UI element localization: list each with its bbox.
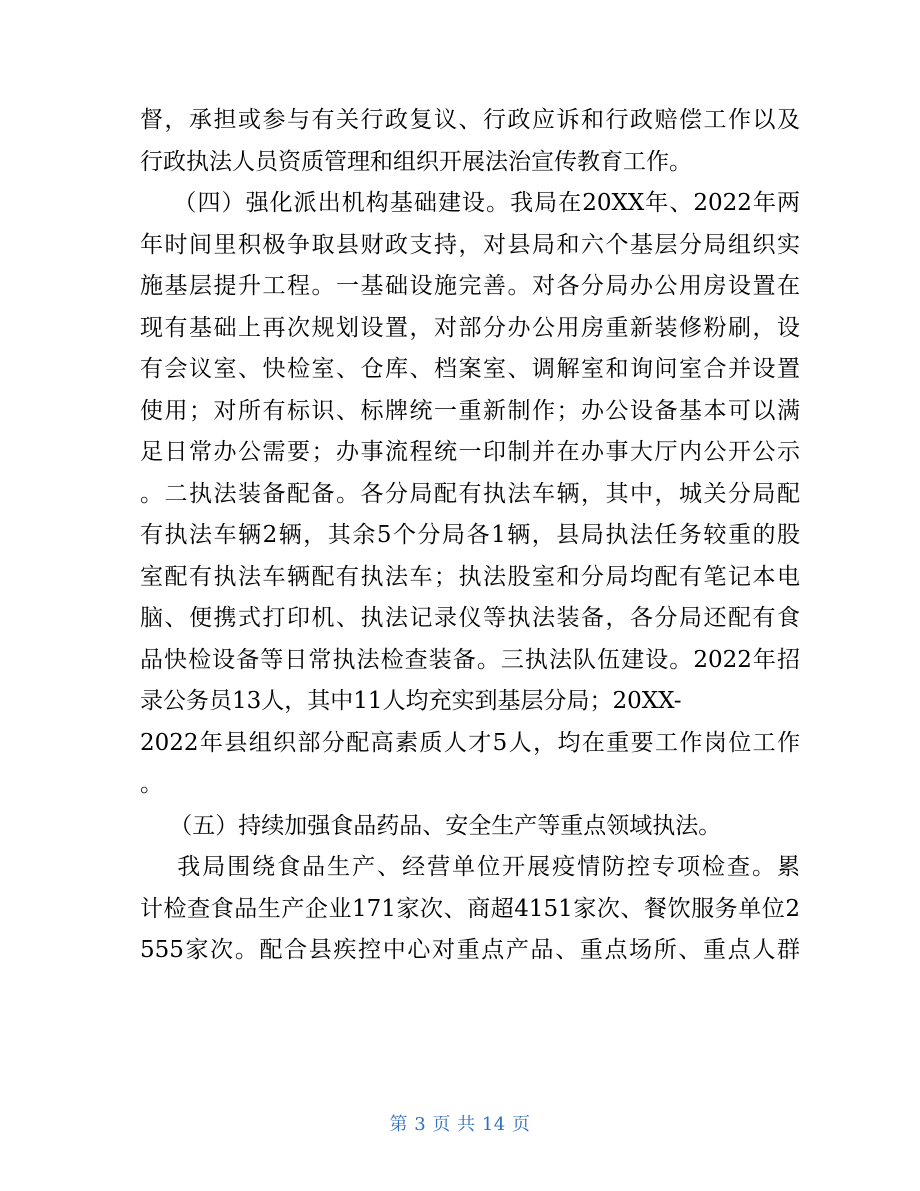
text-line: 脑、便携式打印机、执法记录仪等执法装备，各分局还配有食 <box>140 605 800 631</box>
text-line: 年时间里积极争取县财政支持，对县局和六个基层分局组织实 <box>140 231 800 258</box>
text-line: 有会议室、快检室、仓库、档案室、调解室和询问室合并设置 <box>140 356 800 382</box>
text-line: （五）持续加强食品药品、安全生产等重点领域执法。 <box>140 812 722 839</box>
text-line: 计检查食品生产企业171家次、商超4151家次、餐饮服务单位2 <box>140 895 800 922</box>
text-line: 施基层提升工程。一基础设施完善。对各分局办公用房设置在 <box>140 273 800 299</box>
text-line: 。二执法装备配备。各分局配有执法车辆，其中，城关分局配 <box>140 480 800 507</box>
text-line: 督，承担或参与有关行政复议、行政应诉和行政赔偿工作以及 <box>140 107 800 133</box>
text-line: 行政执法人员资质管理和组织开展法治宣传教育工作。 <box>140 148 692 175</box>
text-line: 555家次。配合县疾控中心对重点产品、重点场所、重点人群 <box>140 937 800 963</box>
text-line: 现有基础上再次规划设置，对部分办公用房重新装修粉刷，设 <box>140 314 800 341</box>
text-line: 室配有执法车辆配有执法车；执法股室和分局均配有笔记本电 <box>140 563 800 590</box>
page-footer: 第 3 页 共 14 页 <box>389 1114 531 1135</box>
document-body <box>140 100 800 972</box>
text-line: 。 <box>140 771 163 797</box>
text-line: 足日常办公需要；办事流程统一印制并在办事大厅内公开公示 <box>140 439 800 465</box>
text-line: 我局围绕食品生产、经营单位开展疫情防控专项检查。累 <box>140 854 800 880</box>
text-line: （四）强化派出机构基础建设。我局在20XX年、2022年两 <box>140 190 800 216</box>
text-line: 录公务员13人，其中11人均充实到基层分局；20XX- <box>140 688 682 714</box>
text-line: 有执法车辆2辆，其余5个分局各1辆，县局执法任务较重的股 <box>140 522 800 548</box>
text-line: 品快检设备等日常执法检查装备。三执法队伍建设。2022年招 <box>140 646 800 673</box>
text-line: 使用；对所有标识、标牌统一重新制作；办公设备基本可以满 <box>140 397 800 424</box>
text-line: 2022年县组织部分配高素质人才5人，均在重要工作岗位工作 <box>140 729 800 756</box>
